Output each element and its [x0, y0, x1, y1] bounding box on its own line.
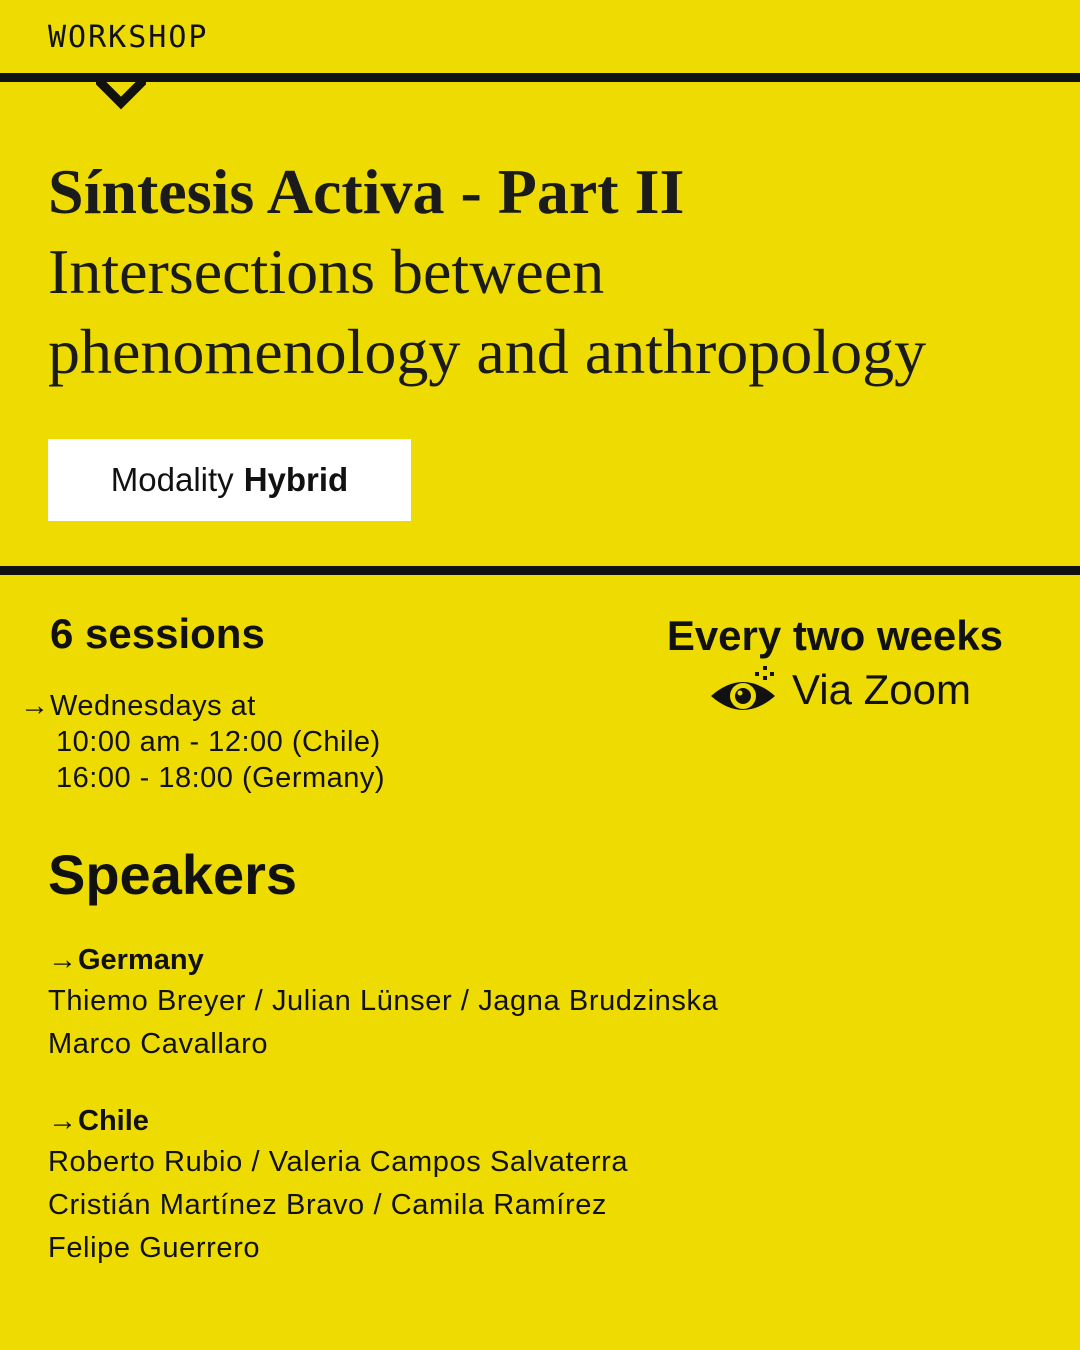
arrow-right-icon: → — [48, 1105, 77, 1137]
schedule-day: Wednesdays at — [50, 690, 256, 722]
top-divider — [0, 73, 1080, 82]
title-line-2: Intersections between — [48, 236, 605, 307]
arrow-right-icon: → — [48, 944, 77, 976]
speaker-group-chile — [48, 1101, 628, 1270]
modality-badge — [48, 439, 411, 521]
event-title — [48, 152, 1058, 392]
speakers-heading: Speakers — [48, 843, 298, 906]
title-line-3: phenomenology and anthropology — [48, 316, 927, 387]
schedule-block — [20, 688, 385, 796]
middle-divider — [0, 566, 1080, 575]
modality-label: Modality — [110, 461, 234, 498]
title-line-1: Síntesis Activa - Part II — [48, 156, 685, 227]
speaker-line: Thiemo Breyer / Julian Lünser / Jagna Brudzinska — [48, 985, 719, 1017]
schedule-time-chile: 10:00 am - 12:00 (Chile) — [56, 726, 381, 758]
arrow-right-icon: → — [20, 690, 50, 722]
modality-value: Hybrid — [243, 461, 349, 498]
speaker-line: Roberto Rubio / Valeria Campos Salvaterra — [48, 1146, 629, 1178]
frequency-label: Every two weeks — [666, 612, 1003, 659]
speaker-line: Marco Cavallaro — [48, 1028, 269, 1060]
eyebrow-label: WORKSHOP — [48, 20, 209, 55]
schedule-time-germany: 16:00 - 18:00 (Germany) — [56, 762, 386, 794]
via-zoom — [708, 662, 971, 718]
sessions-count: 6 sessions — [50, 610, 265, 657]
speaker-group-germany — [48, 940, 718, 1066]
via-zoom-label: Via Zoom — [792, 666, 971, 713]
country-label: Chile — [78, 1105, 149, 1137]
eye-icon — [708, 662, 778, 718]
speaker-line: Cristián Martínez Bravo / Camila Ramírez — [48, 1189, 608, 1221]
country-label: Germany — [78, 944, 204, 976]
speaker-line: Felipe Guerrero — [48, 1232, 261, 1264]
chevron-down-icon — [96, 78, 146, 110]
